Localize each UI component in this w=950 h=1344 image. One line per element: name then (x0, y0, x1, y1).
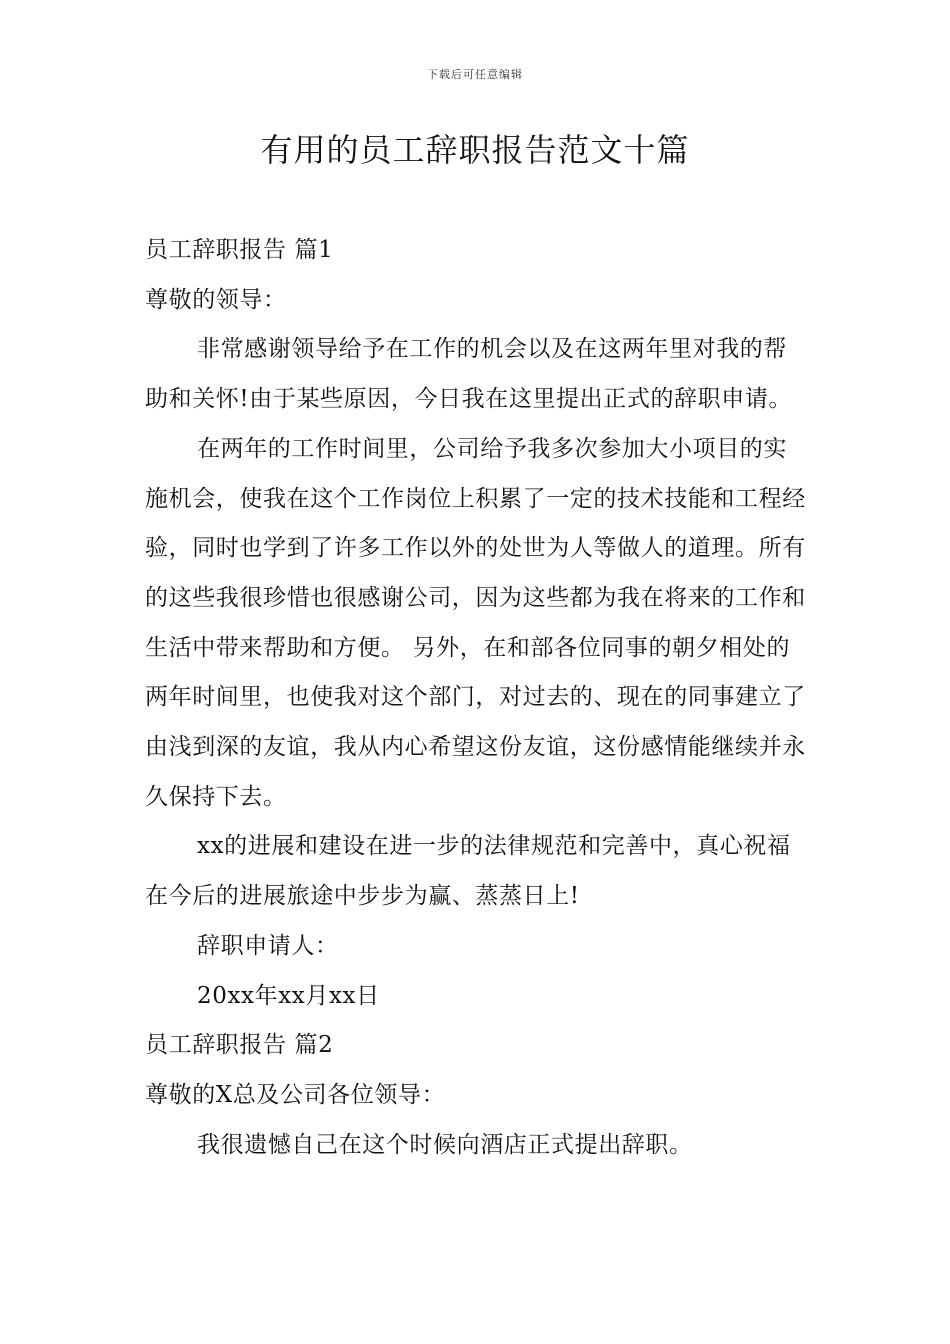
paragraph-thanks: 非常感谢领导给予在工作的机会以及在这两年里对我的帮助和关怀!由于某些原因，今日我在这里提出正式的辞职申请。 (145, 336, 793, 413)
paragraph-resignation: 我很遗憾自己在这个时候向酒店正式提出辞职。 (197, 1131, 693, 1158)
paragraph-experience: 在两年的工作时间里，公司给予我多次参加大小项目的实施机会，使我在这个工作岗位上积累了一定的技术技能和工程经验，同时也学到了许多工作以外的处世为人等做人的道理。所有的这些我很珍惜也很感谢公司，因为这些都为我在将来的工作和生活中带来帮助和方便。 另外，在和部各位同事的朝夕相处的两年时间里，也使我对这个部门，对过去的、现在的同事建立了由浅到深的友谊，我从内心希望这份友谊，这份感情能继续并永久保持下去。 (145, 435, 806, 810)
salutation-2: 尊敬的X总及公司各位领导： (145, 1081, 446, 1108)
salutation-1: 尊敬的领导： (145, 286, 287, 313)
document-title: 有用的员工辞职报告范文十篇 (260, 131, 690, 169)
header-note: 下载后可任意编辑 (427, 68, 523, 81)
signature-date: 20xx年xx月xx日 (197, 982, 380, 1009)
signature-label: 辞职申请人： (197, 932, 339, 959)
paragraph-blessing: xx的进展和建设在进一步的法律规范和完善中，真心祝福在今后的进展旅途中步步为赢、蒸蒸日上! (145, 833, 791, 910)
section-heading-2: 员工辞职报告 篇2 (145, 1032, 334, 1059)
section-heading-1: 员工辞职报告 篇1 (145, 237, 334, 263)
document-body (145, 226, 807, 1170)
